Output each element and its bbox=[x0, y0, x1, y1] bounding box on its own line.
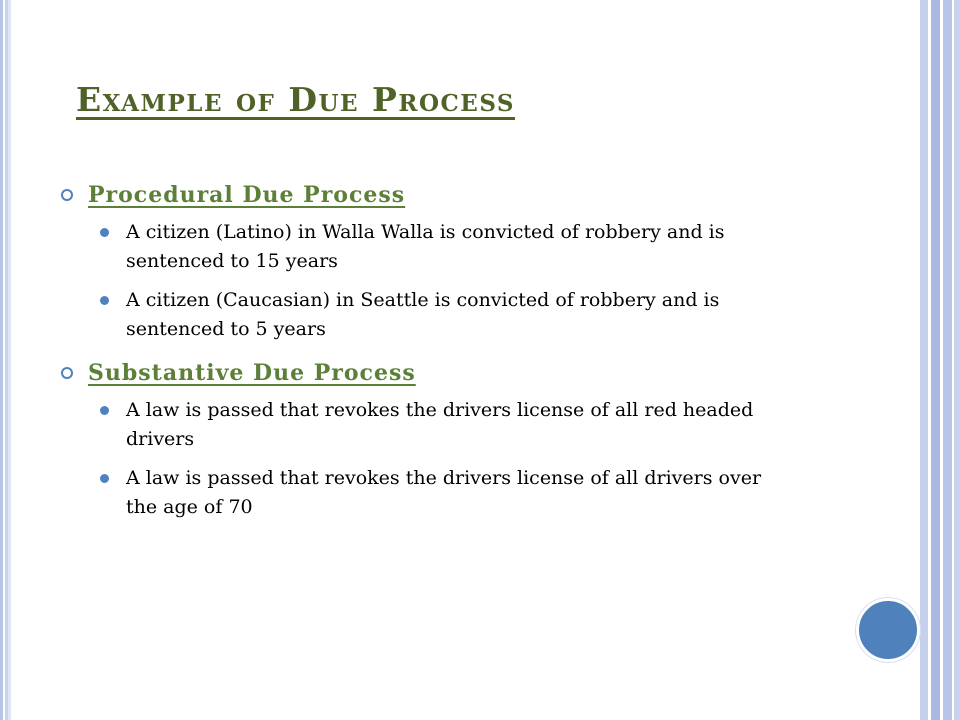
list-item-text: A citizen (Caucasian) in Seattle is convicted of robbery and is sentenced to 5 years bbox=[126, 289, 720, 340]
slide-content bbox=[60, 176, 800, 532]
list-item bbox=[60, 286, 800, 344]
list-item bbox=[60, 218, 800, 276]
list-item bbox=[60, 396, 800, 454]
section-heading-row bbox=[60, 176, 800, 214]
dot-bullet-icon bbox=[100, 228, 109, 237]
list-item-text: A law is passed that revokes the drivers license of all drivers over the age of 70 bbox=[126, 467, 762, 518]
ring-bullet-icon bbox=[61, 367, 73, 379]
list-item bbox=[60, 464, 800, 522]
section-substantive bbox=[60, 354, 800, 522]
left-border-decoration bbox=[0, 0, 11, 720]
section-heading-row bbox=[60, 354, 800, 392]
dot-bullet-icon bbox=[100, 296, 109, 305]
bullet-list bbox=[60, 396, 800, 522]
list-item-text: A law is passed that revokes the drivers license of all red headed drivers bbox=[126, 399, 754, 450]
dot-bullet-icon bbox=[100, 474, 109, 483]
right-border-decoration bbox=[916, 0, 960, 720]
section-procedural bbox=[60, 176, 800, 344]
substantive-due-process-link[interactable]: Substantive Due Process bbox=[88, 360, 416, 386]
procedural-due-process-link[interactable]: Procedural Due Process bbox=[88, 182, 406, 208]
ring-bullet-icon bbox=[61, 189, 73, 201]
bullet-list bbox=[60, 218, 800, 344]
slide-title: Example of Due Process bbox=[76, 80, 516, 119]
circle-decoration bbox=[856, 598, 920, 662]
dot-bullet-icon bbox=[100, 406, 109, 415]
list-item-text: A citizen (Latino) in Walla Walla is convicted of robbery and is sentenced to 15 years bbox=[126, 221, 725, 272]
